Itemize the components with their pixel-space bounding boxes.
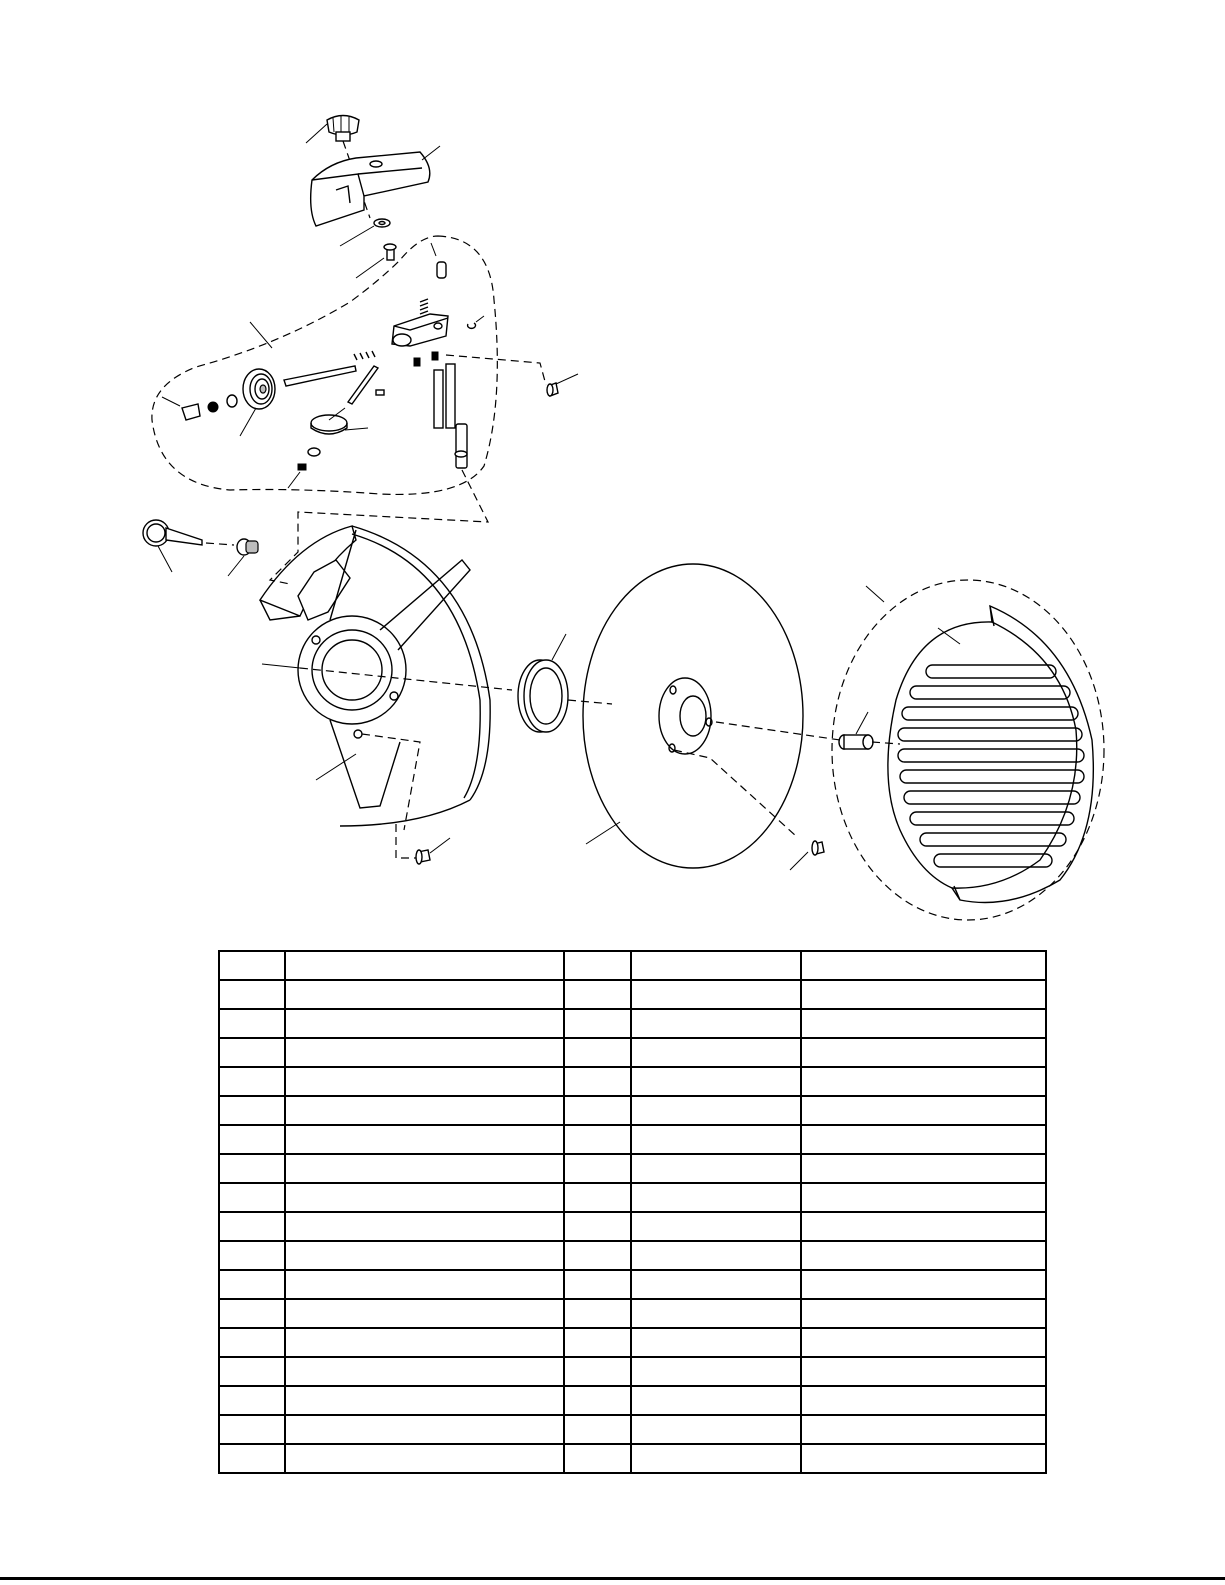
- table-cell: [564, 1270, 631, 1299]
- table-cell: [631, 1154, 801, 1183]
- table-cell: [801, 1328, 1046, 1357]
- table-cell: [564, 1386, 631, 1415]
- table-row: [219, 1125, 1046, 1154]
- table-cell: [564, 1125, 631, 1154]
- table-cell: [631, 1270, 801, 1299]
- table-cell: [564, 1067, 631, 1096]
- table-cell: [285, 1386, 564, 1415]
- table-row: [219, 1038, 1046, 1067]
- leader-line: [790, 852, 808, 870]
- table-cell: [285, 951, 564, 980]
- table-cell: [801, 1154, 1046, 1183]
- table-cell: [631, 1386, 801, 1415]
- table-cell: [219, 1328, 285, 1357]
- table-cell: [564, 1357, 631, 1386]
- table-cell: [631, 1009, 801, 1038]
- wheel-icon: [311, 408, 347, 434]
- table-cell: [219, 1386, 285, 1415]
- leader-line: [316, 754, 356, 780]
- cover-icon: [311, 152, 430, 226]
- table-cell: [631, 1444, 801, 1473]
- table-cell: [631, 1183, 801, 1212]
- table-cell: [285, 1415, 564, 1444]
- table-cell: [564, 1444, 631, 1473]
- leader-line: [306, 124, 327, 143]
- table-cell: [219, 1125, 285, 1154]
- table-row: [219, 1386, 1046, 1415]
- leader-line: [356, 258, 384, 278]
- table-row: [219, 1212, 1046, 1241]
- washer-icon: [374, 219, 390, 227]
- table-cell: [801, 1125, 1046, 1154]
- blade-cover-outline: [832, 580, 1104, 920]
- table-cell: [631, 1241, 801, 1270]
- table-cell: [801, 1241, 1046, 1270]
- table-cell: [285, 1154, 564, 1183]
- table-row: [219, 980, 1046, 1009]
- table-cell: [285, 1270, 564, 1299]
- leader-line: [158, 546, 172, 572]
- table-cell: [631, 1067, 801, 1096]
- table-row: [219, 1270, 1046, 1299]
- table-cell: [219, 1067, 285, 1096]
- table-cell: [564, 980, 631, 1009]
- table-cell: [801, 980, 1046, 1009]
- table-cell: [564, 1096, 631, 1125]
- table-cell: [219, 1038, 285, 1067]
- table-cell: [564, 951, 631, 980]
- table-cell: [801, 1183, 1046, 1212]
- table-cell: [801, 1067, 1046, 1096]
- table-cell: [631, 1096, 801, 1125]
- screw-icon: [384, 244, 396, 260]
- table-cell: [219, 951, 285, 980]
- table-cell: [285, 1038, 564, 1067]
- table-row: [219, 1183, 1046, 1212]
- table-cell: [564, 1009, 631, 1038]
- wheel-icon: [243, 369, 275, 409]
- table-cell: [285, 1009, 564, 1038]
- footer-rule: [0, 1577, 1225, 1580]
- table-cell: [285, 1328, 564, 1357]
- table-cell: [801, 1009, 1046, 1038]
- table-cell: [801, 1299, 1046, 1328]
- guard-icon: [260, 526, 490, 826]
- blade-icon: [583, 564, 803, 868]
- knob-icon: [327, 116, 359, 142]
- table-row: [219, 1444, 1046, 1473]
- table-cell: [631, 980, 801, 1009]
- ring-icon: [518, 660, 568, 732]
- table-cell: [285, 1357, 564, 1386]
- leader-line: [586, 822, 620, 844]
- table-cell: [219, 1212, 285, 1241]
- assembly-icon: [284, 243, 484, 468]
- table-row: [219, 951, 1046, 980]
- table-cell: [219, 1270, 285, 1299]
- table-row: [219, 1067, 1046, 1096]
- table-cell: [285, 1444, 564, 1473]
- table-row: [219, 1328, 1046, 1357]
- leader-line: [476, 316, 484, 322]
- table-cell: [219, 1241, 285, 1270]
- nut-icon: [237, 539, 258, 555]
- table-cell: [219, 1299, 285, 1328]
- leader-line: [556, 374, 578, 384]
- leader-line: [430, 838, 450, 853]
- screw-icon: [547, 383, 558, 396]
- leader-line: [422, 146, 440, 160]
- table-cell: [801, 951, 1046, 980]
- table-cell: [219, 1444, 285, 1473]
- table-cell: [285, 1125, 564, 1154]
- screw-icon: [812, 841, 824, 855]
- table-row: [219, 1357, 1046, 1386]
- table-row: [219, 1415, 1046, 1444]
- table-cell: [219, 1415, 285, 1444]
- table-cell: [631, 1357, 801, 1386]
- leader-line: [250, 322, 272, 348]
- table-cell: [564, 1328, 631, 1357]
- screw-icon: [416, 850, 430, 864]
- table-cell: [219, 1183, 285, 1212]
- knob-icon: [143, 520, 234, 546]
- table-cell: [285, 1241, 564, 1270]
- table-cell: [631, 1038, 801, 1067]
- leader-line: [240, 408, 256, 436]
- table-cell: [564, 1183, 631, 1212]
- table-cell: [631, 951, 801, 980]
- table-cell: [564, 1241, 631, 1270]
- table-cell: [801, 1038, 1046, 1067]
- table-cell: [285, 1183, 564, 1212]
- table-cell: [564, 1415, 631, 1444]
- table-cell: [631, 1328, 801, 1357]
- table-cell: [631, 1299, 801, 1328]
- table-cell: [219, 980, 285, 1009]
- leader-line: [340, 226, 374, 246]
- table-cell: [285, 980, 564, 1009]
- table-row: [219, 1299, 1046, 1328]
- leader-line: [552, 634, 566, 660]
- table-cell: [801, 1096, 1046, 1125]
- table-row: [219, 1241, 1046, 1270]
- table-cell: [801, 1270, 1046, 1299]
- cover-icon: [888, 606, 1093, 903]
- table-cell: [564, 1299, 631, 1328]
- table-cell: [564, 1154, 631, 1183]
- table-cell: [631, 1415, 801, 1444]
- table-cell: [219, 1009, 285, 1038]
- table-cell: [219, 1096, 285, 1125]
- leader-line: [228, 556, 244, 576]
- table-cell: [285, 1067, 564, 1096]
- table-row: [219, 1009, 1046, 1038]
- leader-line: [856, 712, 868, 734]
- table-row: [219, 1154, 1046, 1183]
- table-cell: [564, 1212, 631, 1241]
- spacer-icon: [839, 735, 873, 749]
- parts-table-body: [219, 951, 1046, 1473]
- table-cell: [285, 1212, 564, 1241]
- table-cell: [285, 1299, 564, 1328]
- table-cell: [564, 1038, 631, 1067]
- table-cell: [801, 1444, 1046, 1473]
- table-cell: [801, 1386, 1046, 1415]
- leader-line: [345, 428, 368, 430]
- nut-icon: [298, 448, 320, 470]
- table-cell: [801, 1415, 1046, 1444]
- leader-line: [866, 586, 884, 602]
- table-cell: [219, 1357, 285, 1386]
- table-cell: [631, 1125, 801, 1154]
- leader-line: [262, 664, 300, 668]
- table-cell: [801, 1212, 1046, 1241]
- table-row: [219, 1096, 1046, 1125]
- table-cell: [285, 1096, 564, 1125]
- leader-line: [288, 472, 300, 488]
- table-cell: [631, 1212, 801, 1241]
- washer-icon: [162, 395, 237, 420]
- table-cell: [801, 1357, 1046, 1386]
- table-cell: [219, 1154, 285, 1183]
- parts-list-table: [218, 950, 1047, 1474]
